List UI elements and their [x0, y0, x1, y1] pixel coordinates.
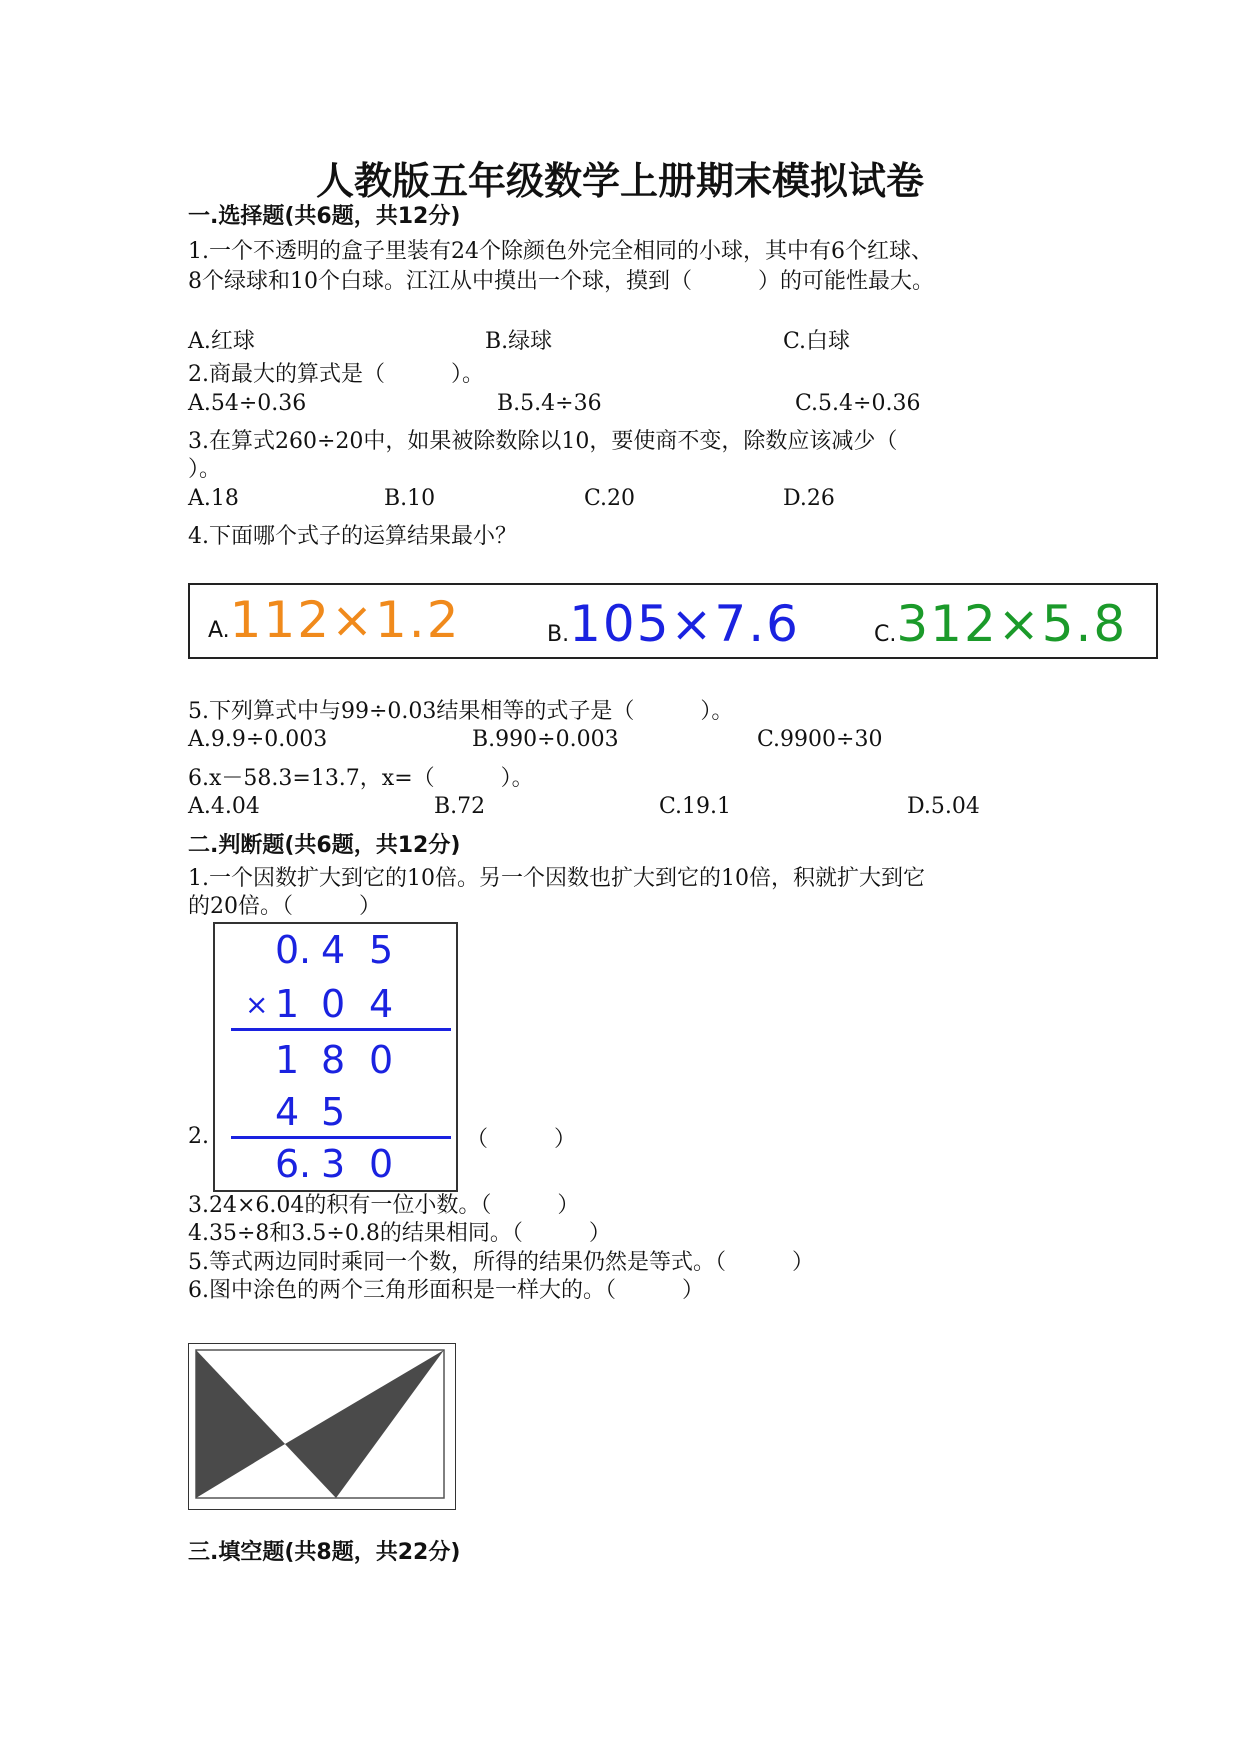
q5-option-c[interactable]: C.9900÷30 — [757, 727, 883, 752]
calc-line-bottom — [231, 1136, 451, 1139]
calc-digit: 0 — [321, 982, 346, 1026]
right-shaded-triangle — [285, 1350, 444, 1498]
j4-text: 4.35÷8和3.5÷0.8的结果相同。（ ） — [188, 1221, 611, 1246]
q2-option-a[interactable]: A.54÷0.36 — [188, 391, 307, 416]
q5-text: 5.下列算式中与99÷0.03结果相等的式子是（ ）。 — [188, 699, 734, 724]
q3-option-b[interactable]: B.10 — [384, 486, 436, 511]
q4-option-a-expr: 112×1.2 — [229, 591, 461, 649]
q4-text: 4.下面哪个式子的运算结果最小？ — [188, 524, 517, 549]
q2-option-b[interactable]: B.5.4÷36 — [497, 391, 602, 416]
triangles-svg — [189, 1344, 455, 1509]
section-fill-heading: 三.填空题(共8题，共22分) — [188, 1540, 461, 1565]
calc-digit: 0 — [369, 1142, 394, 1186]
calc-digit: 6 — [275, 1142, 300, 1186]
q4-option-b-label: B. — [547, 622, 570, 647]
q4-option-b[interactable] — [547, 595, 800, 653]
q5-option-a[interactable]: A.9.9÷0.003 — [188, 727, 328, 752]
j6-text: 6.图中涂色的两个三角形面积是一样大的。（ ） — [188, 1278, 704, 1303]
j2-prefix: 2. — [188, 1124, 209, 1149]
calc-digit: 3 — [321, 1142, 346, 1186]
q6-text: 6.x－58.3=13.7，x=（ ）。 — [188, 766, 534, 791]
calc-digit: 5 — [321, 1090, 346, 1134]
j1-text-line1: 1.一个因数扩大到它的10倍。另一个因数也扩大到它的10倍，积就扩大到它 — [188, 866, 925, 891]
q5-option-b[interactable]: B.990÷0.003 — [472, 727, 619, 752]
j1-text-line2: 的20倍。（ ） — [188, 894, 381, 919]
q3-option-a[interactable]: A.18 — [188, 486, 239, 511]
q6-option-c[interactable]: C.19.1 — [659, 794, 732, 819]
j6-triangles-figure — [188, 1343, 456, 1510]
q6-option-d[interactable]: D.5.04 — [907, 794, 980, 819]
q4-option-c-expr: 312×5.8 — [896, 595, 1128, 653]
q6-option-b[interactable]: B.72 — [434, 794, 486, 819]
q4-option-a[interactable] — [208, 591, 461, 649]
calc-digit: 1 — [275, 982, 300, 1026]
q4-option-c[interactable] — [874, 595, 1127, 653]
calc-digit: 4 — [275, 1090, 300, 1134]
calc-line-top — [231, 1028, 451, 1031]
q1-text-line2: 8个绿球和10个白球。江江从中摸出一个球，摸到（ ）的可能性最大。 — [188, 269, 934, 294]
q1-text-line1: 1.一个不透明的盒子里装有24个除颜色外完全相同的小球，其中有6个红球、 — [188, 239, 933, 264]
q3-text-line1: 3.在算式260÷20中，如果被除数除以10，要使商不变，除数应该减少（ — [188, 429, 898, 454]
calc-digit: 1 — [275, 1038, 300, 1082]
j5-text: 5.等式两边同时乘同一个数，所得的结果仍然是等式。（ ） — [188, 1250, 814, 1275]
q2-text: 2.商最大的算式是（ ）。 — [188, 362, 484, 387]
j3-text: 3.24×6.04的积有一位小数。（ ） — [188, 1193, 580, 1218]
j2-answer-blank[interactable]: （ ） — [466, 1127, 577, 1152]
calc-digit: 8 — [321, 1038, 346, 1082]
q2-option-c[interactable]: C.5.4÷0.36 — [795, 391, 921, 416]
calc-digit: 5 — [369, 928, 394, 972]
page-title: 人教版五年级数学上册期末模拟试卷 — [315, 159, 924, 203]
calc-digit: 0 — [369, 1038, 394, 1082]
q1-option-a[interactable]: A.红球 — [188, 329, 255, 354]
j2-multiplication-figure — [213, 922, 458, 1192]
q4-expression-box — [188, 583, 1158, 659]
q4-option-c-label: C. — [874, 622, 897, 647]
calc-digit: . — [299, 1142, 312, 1186]
calc-digit: 4 — [321, 928, 346, 972]
calc-digit: . — [299, 928, 312, 972]
section-judge-heading: 二.判断题(共6题，共12分) — [188, 833, 461, 858]
q1-option-c[interactable]: C.白球 — [783, 329, 851, 354]
calc-digit: 0 — [275, 928, 300, 972]
q3-text-line2: ）。 — [188, 457, 222, 482]
q3-option-d[interactable]: D.26 — [783, 486, 835, 511]
q1-option-b[interactable]: B.绿球 — [485, 329, 553, 354]
q4-option-a-label: A. — [208, 618, 230, 643]
calc-times-sign: × — [245, 988, 269, 1021]
calc-digit: 4 — [369, 982, 394, 1026]
section-choice-heading: 一.选择题(共6题，共12分) — [188, 204, 461, 229]
left-shaded-triangle — [196, 1350, 285, 1498]
q3-option-c[interactable]: C.20 — [584, 486, 636, 511]
q4-option-b-expr: 105×7.6 — [569, 595, 800, 653]
q6-option-a[interactable]: A.4.04 — [188, 794, 260, 819]
